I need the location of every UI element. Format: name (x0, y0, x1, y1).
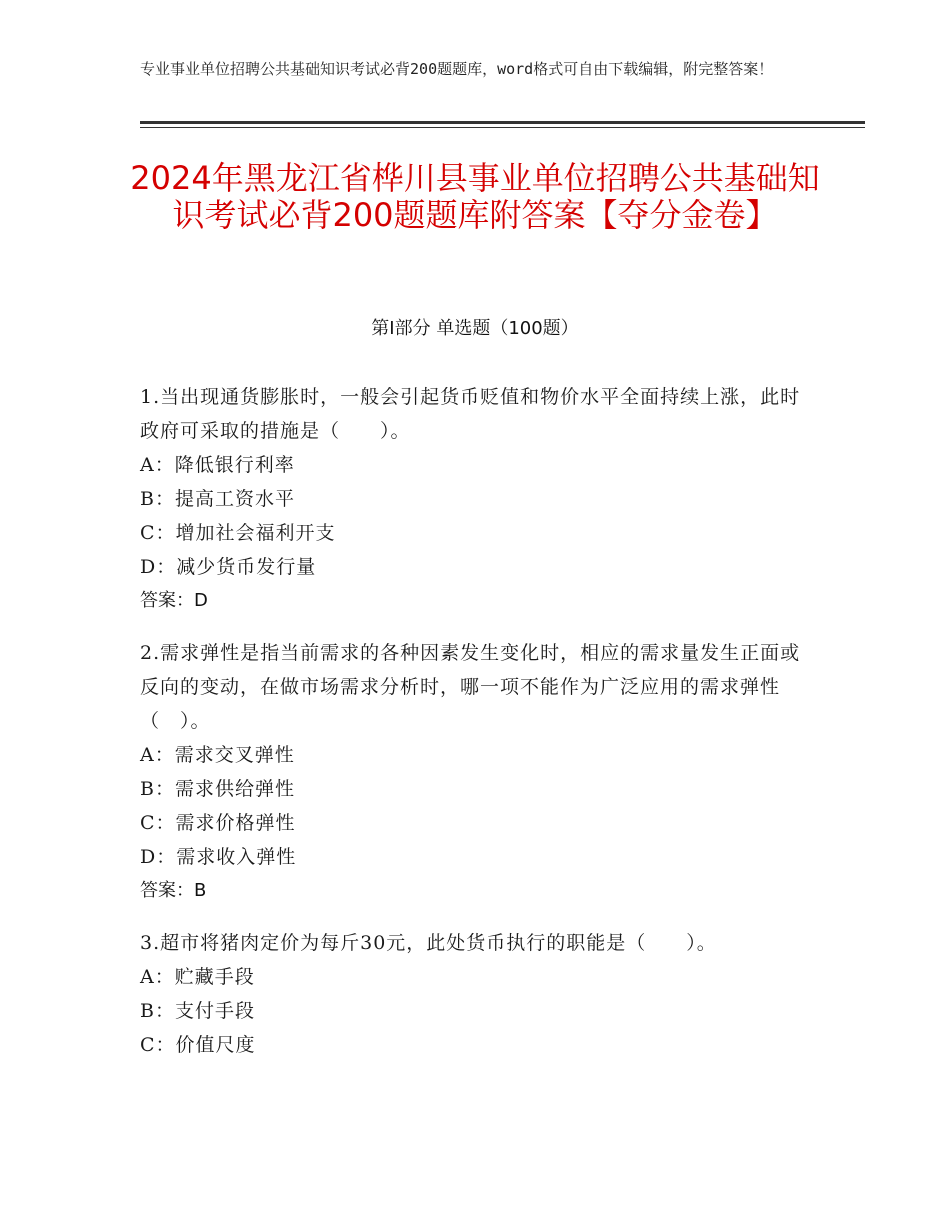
option-a: A：贮藏手段 (140, 966, 255, 988)
answer-line: 答案：D (140, 590, 208, 611)
option-a: A：降低银行利率 (140, 454, 295, 476)
option-b: B：支付手段 (140, 1000, 255, 1022)
question-2 (140, 636, 820, 908)
question-stem: 2.需求弹性是指当前需求的各种因素发生变化时，相应的需求量发生正面或反向的变动，在做市场需求分析时，哪一项不能作为广泛应用的需求弹性（ ）。 (140, 642, 801, 732)
section-title: 第Ⅰ部分 单选题（100题） (371, 318, 579, 339)
question-list (140, 380, 820, 1080)
header-note: 专业事业单位招聘公共基础知识考试必背200题题库，word格式可自由下载编辑，附完整答案！ (140, 60, 774, 78)
header-rule-thick (140, 121, 865, 124)
answer-line: 答案：B (140, 880, 207, 901)
question-stem: 3.超市将猪肉定价为每斤30元，此处货币执行的职能是（ ）。 (140, 932, 717, 954)
question-stem: 1.当出现通货膨胀时，一般会引起货币贬值和物价水平全面持续上涨，此时政府可采取的措施是（ ）。 (140, 386, 801, 442)
header-rule-thin (140, 127, 865, 128)
option-c: C：价值尺度 (140, 1034, 256, 1056)
option-d: D：需求收入弹性 (140, 846, 297, 868)
document-title: 2024年黑龙江省桦川县事业单位招聘公共基础知识考试必背200题题库附答案【夺分金卷】 (130, 159, 820, 234)
option-c: C：需求价格弹性 (140, 812, 296, 834)
option-a: A：需求交叉弹性 (140, 744, 295, 766)
question-1 (140, 380, 820, 618)
option-d: D：减少货币发行量 (140, 556, 317, 578)
question-3 (140, 926, 820, 1062)
option-b: B：需求供给弹性 (140, 778, 295, 800)
option-c: C：增加社会福利开支 (140, 522, 336, 544)
option-b: B：提高工资水平 (140, 488, 295, 510)
